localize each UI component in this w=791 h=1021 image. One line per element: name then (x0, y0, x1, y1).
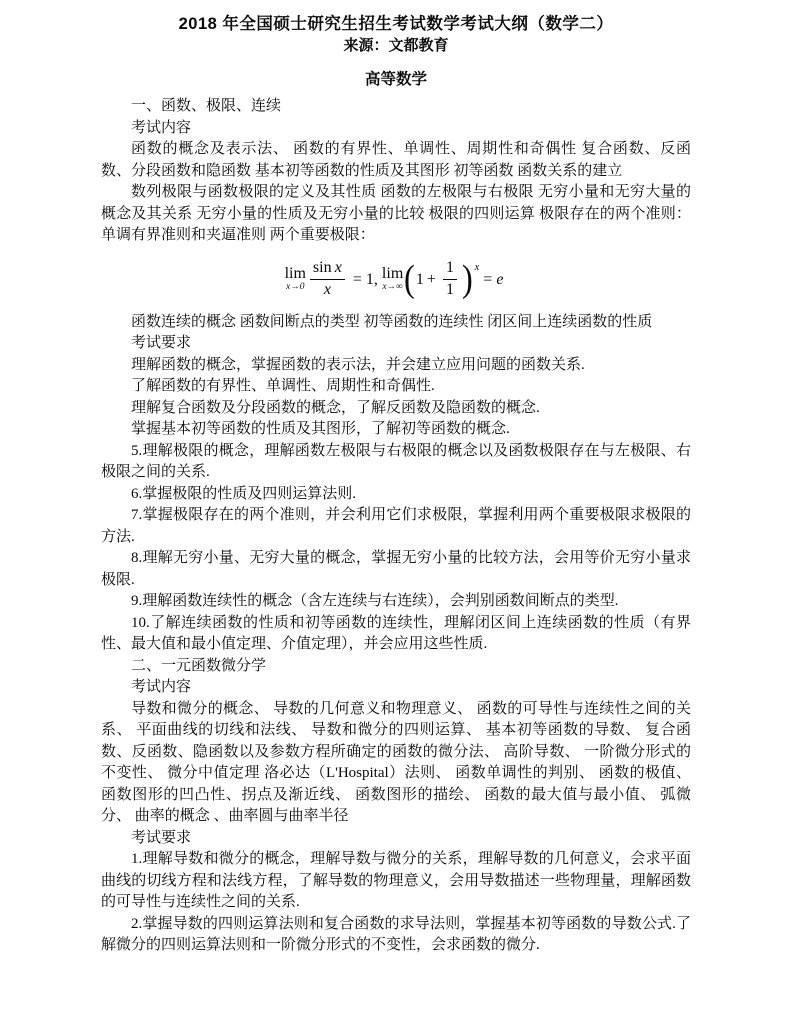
equals-e: = e (483, 270, 504, 288)
lim-operator: lim (381, 265, 404, 283)
paragraph: 5.理解极限的概念，理解函数左极限与右极限的概念以及函数极限存在与左极限、右极限之间的关系. (101, 442, 691, 480)
two-important-limits-formula (101, 254, 691, 306)
constant-one: 1 (415, 270, 424, 288)
paragraph: 8.理解无穷小量、无穷大量的概念，掌握无穷小量的比较方法，会用等价无穷小量求极限. (101, 550, 691, 588)
paragraph: 掌握基本初等函数的性质及其图形，了解初等函数的概念. (131, 421, 510, 437)
fraction-one-over-one (443, 260, 457, 299)
sin-function: sin (312, 259, 332, 277)
limit-1 (285, 266, 306, 293)
lim-subscript-x-to-0: x→0 (286, 282, 305, 293)
paragraph: 9.理解函数连续性的概念（含左连续与右连续），会判别函数间断点的类型. (131, 593, 619, 609)
paragraph: 考试内容 (131, 679, 192, 695)
paragraph: 考试要求 (131, 335, 192, 351)
euler-e: e (496, 270, 504, 288)
fraction-sinx-over-x (310, 260, 345, 299)
lim-operator: lim (284, 265, 306, 283)
exponent-x: x (474, 262, 480, 274)
paragraphs-after-formula (101, 312, 691, 957)
paragraph: 二、一元函数微分学 (131, 657, 267, 674)
paragraph: 理解复合函数及分段函数的概念，了解反函数及隐函数的概念. (131, 399, 540, 416)
limit-2 (382, 266, 403, 293)
paragraph: 7.掌握极限存在的两个准则，并会利用它们求极限，掌握利用两个重要极限求极限的方法. (101, 507, 691, 545)
paragraph: 函数的概念及表示法、 函数的有界性、单调性、周期性和奇偶性 复合函数、反函数、分段函数和隐函数 基本初等函数的性质及其图形 初等函数 函数关系的建立 (101, 141, 691, 179)
paragraph: 6.掌握极限的性质及四则运算法则. (131, 485, 357, 502)
paragraph: 2.掌握导数的四则运算法则和复合函数的求导法则，掌握基本初等函数的导数公式.了解微分的四则运算法则和一阶微分形式的不变性，会求函数的微分. (101, 915, 691, 953)
lim-subscript-x-to-infinity: x→∞ (382, 282, 403, 293)
equals-one: = 1, (352, 270, 378, 288)
paragraph: 1.理解导数和微分的概念，理解导数与微分的关系，理解导数的几何意义，会求平面曲线的切线方程和法线方程，了解导数的物理意义，会用导数描述一些物理量，理解函数的可导性与连续性之间的关系. (101, 851, 691, 910)
paragraph: 导数和微分的概念、 导数的几何意义和物理意义、 函数的可导性与连续性之间的关系、 平面曲线的切线和法线、 导数和微分的四则运算、 基本初等函数的导数、 复合函数、反函数、隐函数以及参数方程所确定的函数的微分法、 高阶导数、 一阶微分形式的不变性、 微分中值定理 洛必达（L'Hospital）法则、 函数单调性的判别、 函数的极值、 函数图形的凹凸性、拐点及渐近线、 函数图形的描绘、 函数的最大值与最小值、 弧微分、 曲率的概念 、曲率圆与曲率半径 (101, 700, 691, 824)
section-title-advanced-math: 高等数学 (364, 71, 427, 88)
plus-sign: + (426, 270, 436, 288)
formula-expression (285, 260, 508, 299)
paragraph: 数列极限与函数极限的定义及其性质 函数的左极限与右极限 无穷小量和无穷大量的概念及其关系 无穷小量的性质及无穷小量的比较 极限的四则运算 极限存在的两个准则：单调有界准则和夹逼准则 两个重要极限： (101, 184, 691, 243)
paragraph: 函数连续的概念 函数间断点的类型 初等函数的连续性 闭区间上连续函数的性质 (131, 313, 653, 330)
numerator-x: x (334, 259, 342, 277)
open-paren: ( (404, 258, 415, 301)
denominator-x: x (323, 281, 331, 298)
fraction-denominator: 1 (445, 281, 454, 298)
paragraph: 了解函数的有界性、单调性、周期性和奇偶性. (131, 378, 435, 394)
paragraph: 考试要求 (131, 829, 192, 846)
document-title: 2018 年全国硕士研究生招生考试数学考试大纲（数学二） (178, 15, 614, 33)
fraction-numerator: 1 (443, 260, 457, 280)
close-paren: ) (461, 258, 473, 301)
paragraph: 理解函数的概念，掌握函数的表示法，并会建立应用问题的函数关系. (131, 356, 585, 373)
paragraph: 一、函数、极限、连续 (131, 98, 282, 114)
paragraph: 10.了解连续函数的性质和初等函数的连续性，理解闭区间上连续函数的性质（有界性、最大值和最小值定理、介值定理），并会应用这些性质. (101, 614, 691, 652)
document-source: 来源：文都教育 (343, 37, 449, 54)
paragraphs-before-formula (101, 96, 691, 247)
paragraph: 考试内容 (131, 119, 192, 136)
